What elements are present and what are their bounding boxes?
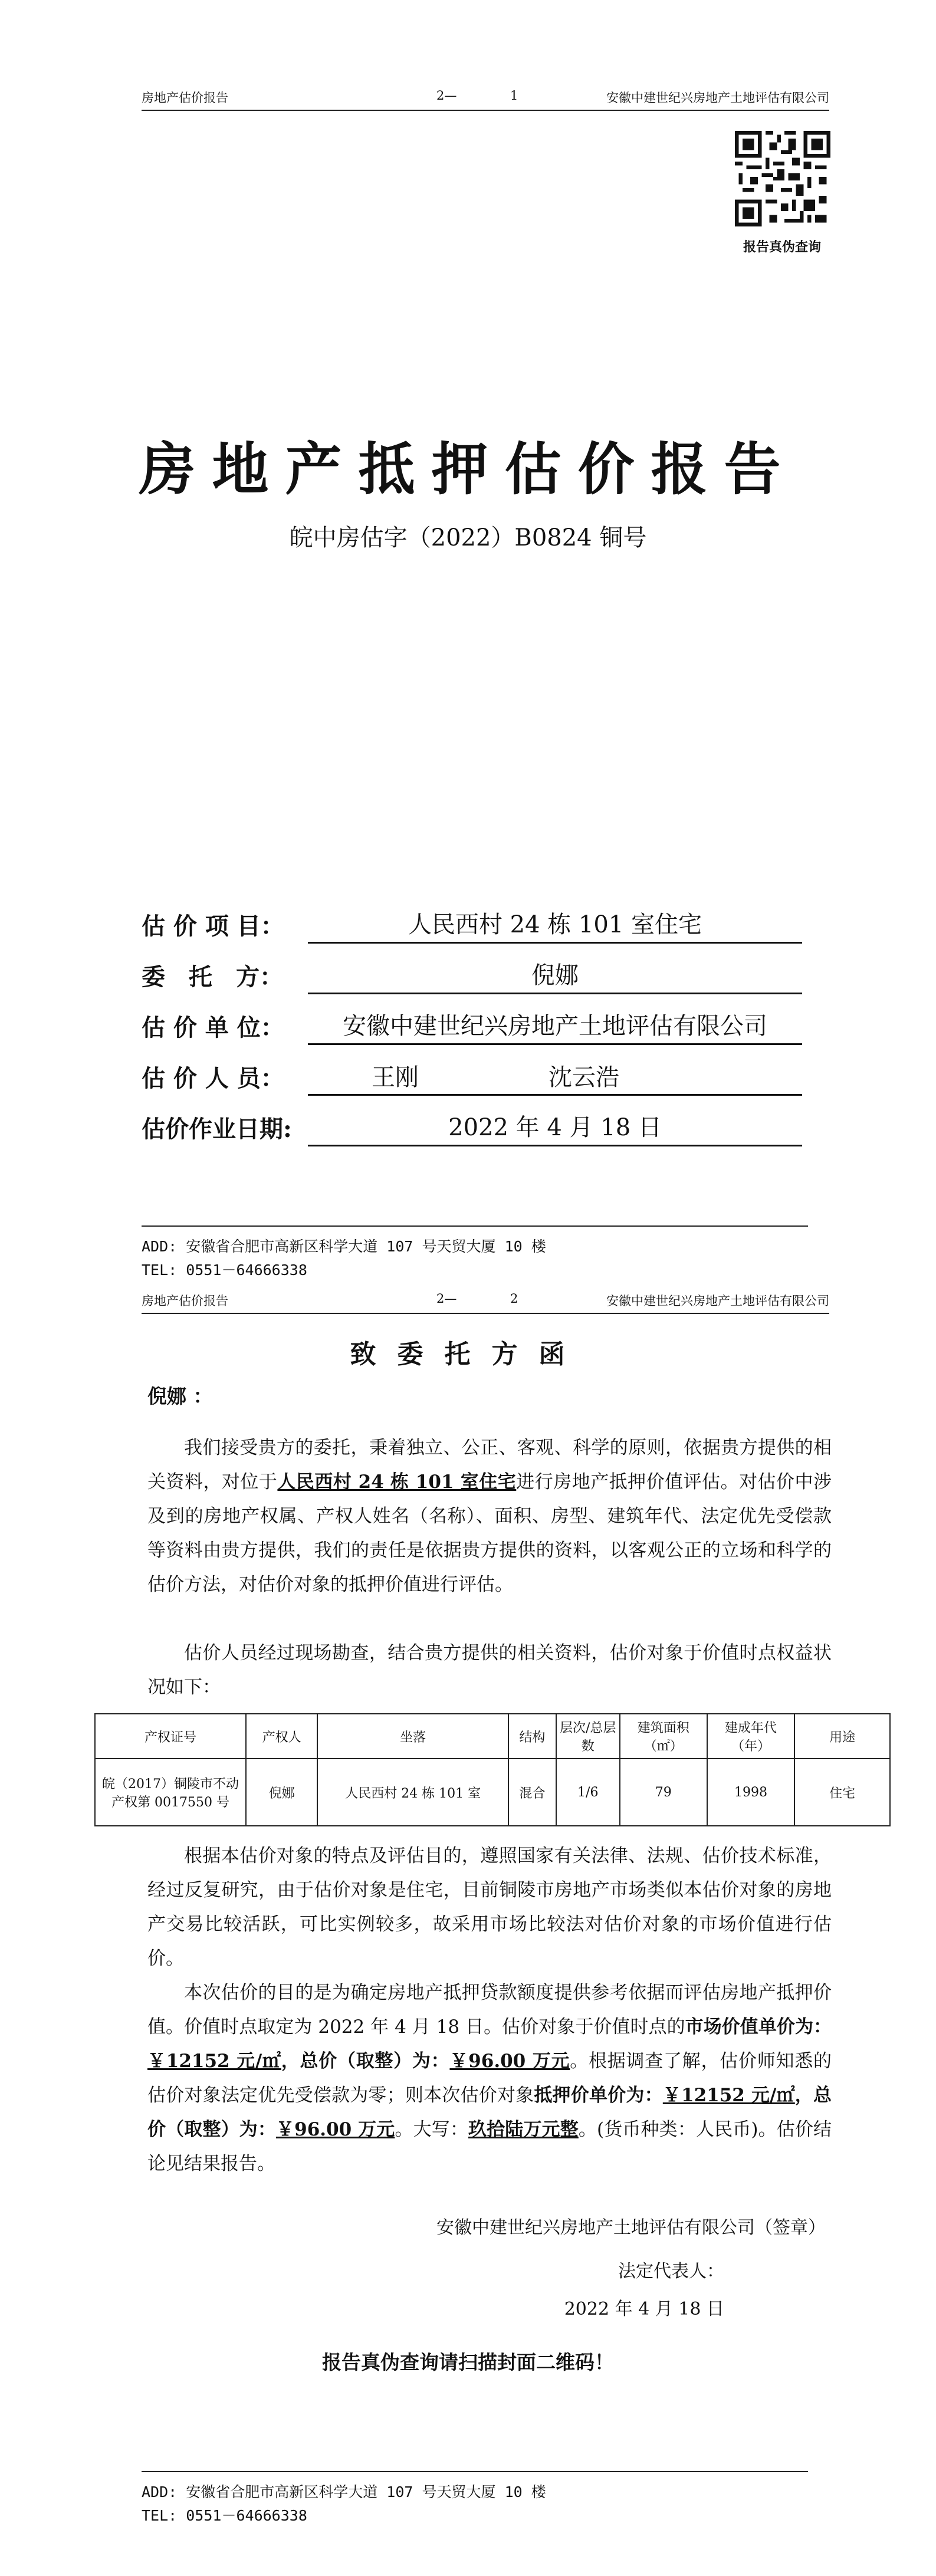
appraiser-name: 王刚 [372, 1064, 419, 1091]
text: 本次估价的目的是为确定房地产抵押贷款额度提供参考依据而评估房地产抵押价值。价值时点取定为 2022 年 4 月 18 日。估价对象于价值时点的 [147, 1982, 832, 2038]
header-dash: 2— [436, 1292, 457, 1306]
page-header [142, 1292, 829, 1314]
report-title: 房地产抵押估价报告 [139, 436, 797, 502]
letter-page [0, 1292, 936, 2576]
table-cell: 1/6 [556, 1759, 620, 1826]
field-value: 安徽中建世纪兴房地产土地评估有限公司 [308, 1007, 802, 1045]
paragraph-3 [147, 1839, 832, 1976]
qr-code-icon[interactable] [735, 131, 830, 226]
column-header: 坐落 [317, 1714, 508, 1759]
column-header: 建成年代（年） [707, 1714, 794, 1759]
table-header-row [95, 1714, 890, 1759]
field-appraisers [142, 1060, 802, 1096]
field-value: 人民西村 24 栋 101 室住宅 [308, 906, 802, 944]
amount-in-words: 玖拾陆万元整 [468, 2119, 579, 2140]
page-header [142, 88, 829, 111]
table-cell: 倪娜 [246, 1759, 317, 1826]
footer-rule [142, 1225, 808, 1235]
column-header: 产权证号 [95, 1714, 246, 1759]
signature-representative: 法定代表人： [618, 2261, 724, 2282]
column-header: 结构 [508, 1714, 556, 1759]
column-header: 用途 [794, 1714, 890, 1759]
signature-company: 安徽中建世纪兴房地产土地评估有限公司（签章） [436, 2217, 826, 2238]
footer-rule [142, 2471, 808, 2480]
table-cell: 住宅 [794, 1759, 890, 1826]
column-header: 建筑面积（㎡） [620, 1714, 707, 1759]
column-header: 产权人 [246, 1714, 317, 1759]
field-client [142, 959, 802, 994]
table-cell: 1998 [707, 1759, 794, 1826]
market-unit-price: ￥12152 元/㎡ [147, 2051, 281, 2072]
table-row [95, 1759, 890, 1826]
field-label: 估 价 单 位： [142, 1014, 284, 1041]
letter-title: 致委托方函 [350, 1339, 586, 1369]
footer-phone: TEL: 0551－64666338 [142, 2507, 307, 2524]
field-unit [142, 1010, 802, 1045]
page-footer [142, 2471, 808, 2528]
table-cell: 人民西村 24 栋 101 室 [317, 1759, 508, 1826]
document-number: 皖中房估字（2022）B0824 铜号 [289, 524, 647, 551]
text: 我们接受贵方的委托，秉着独立、公正、客观、科学的原则，依据贵方提供的相关资料，对位于 [147, 1437, 832, 1493]
field-value: 2022 年 4 月 18 日 [308, 1109, 802, 1146]
footer-phone: TEL: 0551－64666338 [142, 1261, 307, 1279]
field-label: 估 价 项 目： [142, 912, 284, 940]
field-label: 估 价 人 员： [142, 1064, 284, 1092]
paragraph-4 [147, 1976, 832, 2181]
text: 。大写： [395, 2119, 469, 2140]
header-right: 安徽中建世纪兴房地产土地评估有限公司 [606, 1294, 829, 1308]
table-cell: 79 [620, 1759, 707, 1826]
table-cell: 混合 [508, 1759, 556, 1826]
market-total-price: ￥96.00 万元 [449, 2051, 570, 2072]
footer-address: ADD: 安徽省合肥市高新区科学大道 107 号天贸大厦 10 楼 [142, 1238, 546, 1255]
footer-address: ADD: 安徽省合肥市高新区科学大道 107 号天贸大厦 10 楼 [142, 2483, 546, 2501]
property-address: 人民西村 24 栋 101 室住宅 [277, 1471, 517, 1493]
text: 进行房地产抵押价值评估。对估价中涉及到的房地产权属、产权人姓名（名称）、面积、房型、建筑年代、法定优先受偿款等资料由贵方提供，我们的责任是依据贵方提供的资料，以客观公正的立场和科学的估价方法，对估价对象的抵押价值进行评估。 [147, 1471, 832, 1595]
table-cell: 皖（2017）铜陵市不动产权第 0017550 号 [95, 1759, 246, 1826]
text: 市场价值单价为： [685, 2016, 832, 2038]
column-header: 层次/总层数 [556, 1714, 620, 1759]
appraiser-name: 沈云浩 [549, 1064, 619, 1091]
text: 估价人员经过现场勘查，结合贵方提供的相关资料，估价对象于价值时点权益状况如下： [147, 1642, 832, 1698]
text: 根据本估价对象的特点及评估目的，遵照国家有关法律、法规、估价技术标准，经过反复研究，由于估价对象是住宅，目前铜陵市房地产市场类似本估价对象的房地产交易比较活跃，可比实例较多，故采用市场比较法对估价对象的市场价值进行估价。 [147, 1845, 832, 1969]
qr-caption: 报告真伪查询 [743, 239, 821, 255]
header-page-number: 2 [510, 1292, 518, 1306]
field-project [142, 908, 802, 944]
field-label: 估价作业日期: [142, 1115, 292, 1143]
signature-date: 2022 年 4 月 18 日 [564, 2299, 724, 2319]
text: 抵押价单价为： [534, 2085, 663, 2106]
field-value: 倪娜 [308, 957, 802, 994]
mortgage-unit-price: ￥12152 元/㎡ [662, 2085, 795, 2106]
page-footer [142, 1225, 808, 1282]
mortgage-total-price: ￥96.00 万元 [276, 2119, 395, 2140]
paragraph-1 [147, 1431, 832, 1602]
header-left: 房地产估价报告 [142, 1294, 228, 1308]
salutation: 倪娜 ： [147, 1385, 213, 1408]
field-label: 委 托 方： [142, 963, 283, 991]
header-page-number: 1 [510, 88, 518, 103]
paragraph-2 [147, 1636, 832, 1704]
header-right: 安徽中建世纪兴房地产土地评估有限公司 [606, 91, 829, 105]
text: 。(货币种类：人民币)。估价结论见结果报告。 [147, 2119, 832, 2174]
text: ，总价（取整）为： [281, 2051, 450, 2072]
authenticity-notice: 报告真伪查询请扫描封面二维码！ [322, 2351, 614, 2374]
text: ，总价（取整）为： [147, 2085, 832, 2140]
header-left: 房地产估价报告 [142, 91, 228, 105]
text: 。根据调查了解，估价师知悉的估价对象法定优先受偿款为零；则本次估价对象 [147, 2051, 832, 2106]
property-table [94, 1713, 891, 1826]
header-dash: 2— [436, 88, 457, 103]
field-date [142, 1111, 802, 1146]
